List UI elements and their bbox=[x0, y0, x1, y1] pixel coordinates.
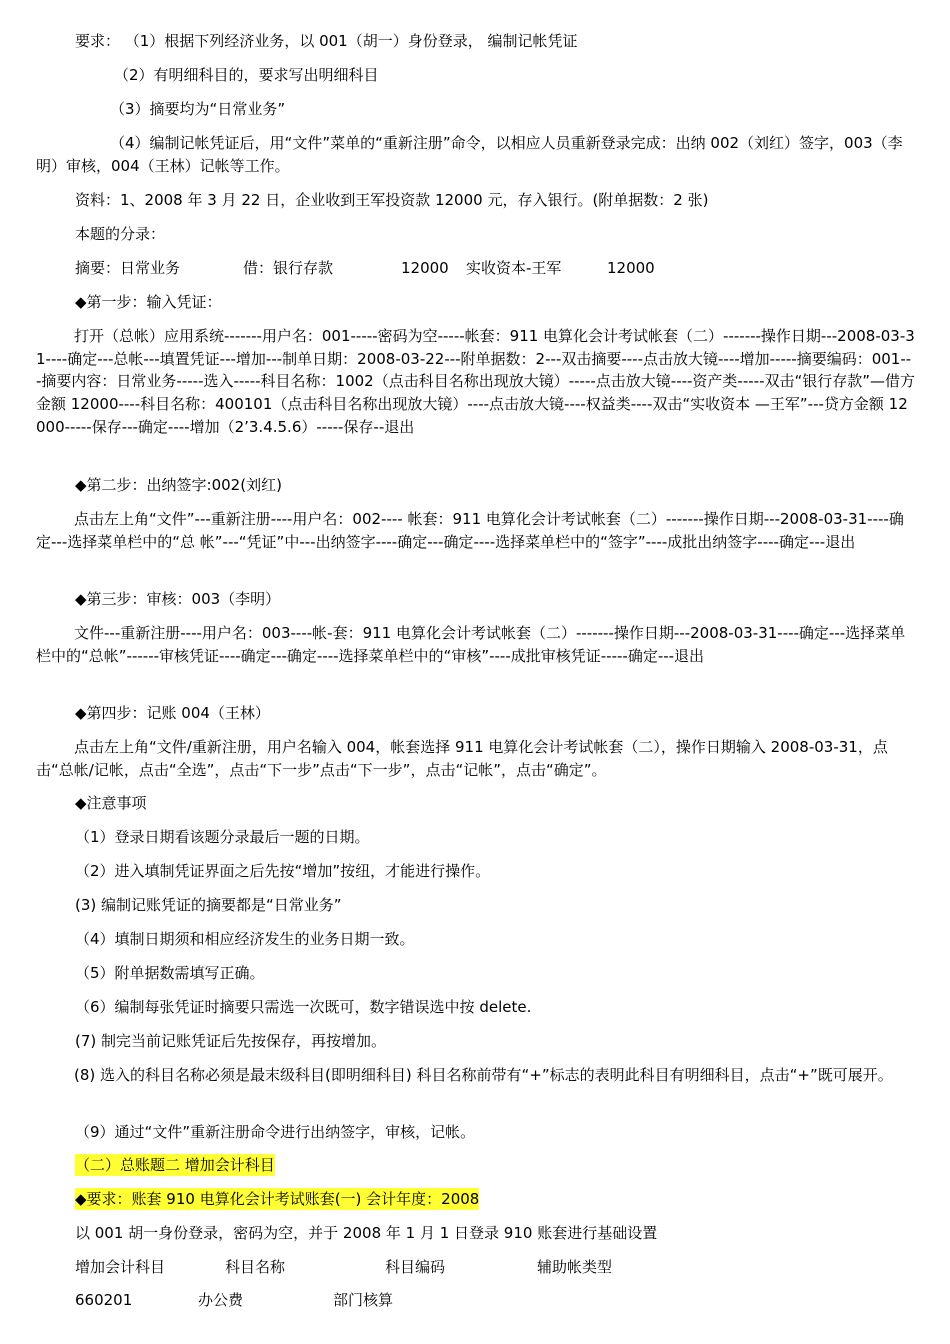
step-3-body: 文件---重新注册----用户名：003----帐-套：911 电算化会计考试帐套（二）-------操作日期---2008-03-31----确定---选择菜单栏中的“总帐”------审核凭证----确定---确定----选择菜单栏中的“审核”----成批审核凭证-----确定---退出 bbox=[36, 624, 906, 665]
note-1: （1）登录日期看该题分录最后一题的日期。 bbox=[75, 828, 370, 846]
step-4-title: ◆第四步：记账 004（王林） bbox=[75, 704, 270, 722]
requirement-4: （4）编制记帐凭证后，用“文件”菜单的“重新注册”命令，以相应人员重新登录完成：出纳 002（刘红）签字，003（李明）审核，004（王林）记帐等工作。 bbox=[36, 134, 903, 175]
step-2-title: ◆第二步：出纳签字:002(刘红) bbox=[75, 476, 282, 494]
table-header: 科目编码 bbox=[385, 1258, 446, 1276]
table-header: 增加会计科目 bbox=[75, 1258, 166, 1276]
note-8: (8) 选入的科目名称必须是最末级科目(即明细科目) 科目名称前带有“+”标志的表明此科目有明细科目，点击“+”既可展开。 bbox=[74, 1066, 893, 1084]
requirement-1: 要求： （1）根据下列经济业务，以 001（胡一）身份登录， 编制记帐凭证 bbox=[75, 32, 578, 50]
requirement-3: （3）摘要均为“日常业务” bbox=[110, 100, 286, 118]
entry-credit-amount: 12000 bbox=[607, 259, 655, 277]
section-2-requirement: ◆要求：账套 910 电算化会计考试账套(一) 会计年度：2008 bbox=[75, 1190, 480, 1208]
entry-credit: 实收资本-王军 bbox=[466, 259, 562, 277]
step-1-body: 打开（总帐）应用系统-------用户名：001-----密码为空-----帐套：911 电算化会计考试帐套（二）-------操作日期---2008-03-31----确定---总帐---填置凭证---增加---制单日期：2008-03-22---附单据数：2---双击摘要----点击放大镜----增加-----摘要编码：001---摘要内容：日常业务-----选入-----科目名称：1002（点击科目名称出现放大镜）-----点击放大镜----资产类-----双击“银行存款”—借方金额 12000----科目名称：400101（点击科目名称出现放大镜）----点击放大镜----权益类----双击“实收资本 —王军”---贷方金额 12000-----保存---确定----增加（2’3.4.5.6）-----保存--退出 bbox=[36, 327, 916, 436]
step-4-body: 点击左上角“文件/重新注册，用户名输入 004，帐套选择 911 电算化会计考试帐套（二），操作日期输入 2008-03-31，点击“总帐/记帐，点击“全选”，点击“下一步”点击“下一步”，点击“记帐”，点击“确定”。 bbox=[36, 738, 888, 779]
notes-title: ◆注意事项 bbox=[75, 794, 147, 812]
step-2-body: 点击左上角“文件”---重新注册----用户名：002---- 帐套：911 电算化会计考试帐套（二）-------操作日期---2008-03-31----确定---选择菜单栏中的“总 帐”---“凭证”中---出纳签字----确定---确定----选择菜单栏中的“签字”----成批出纳签字----确定---退出 bbox=[36, 510, 904, 551]
step-1-title: ◆第一步：输入凭证： bbox=[75, 293, 222, 311]
entry-title: 本题的分录： bbox=[75, 225, 166, 243]
note-7: (7) 制完当前记账凭证后先按保存，再按增加。 bbox=[75, 1032, 387, 1050]
note-4: （4）填制日期须和相应经济发生的业务日期一致。 bbox=[75, 930, 415, 948]
note-9: （9）通过“文件”重新注册命令进行出纳签字，审核，记帐。 bbox=[75, 1123, 476, 1141]
note-3: (3) 编制记账凭证的摘要都是“日常业务” bbox=[75, 896, 342, 914]
material-text: 资料：1、2008 年 3 月 22 日，企业收到王军投资款 12000 元，存入银行。(附单据数：2 张) bbox=[75, 191, 709, 209]
table-cell: 660201 bbox=[75, 1291, 133, 1309]
entry-debit-amount: 12000 bbox=[401, 259, 449, 277]
requirement-2: （2）有明细科目的，要求写出明细科目 bbox=[114, 66, 379, 84]
section-2-title: （二）总账题二 增加会计科目 bbox=[75, 1156, 275, 1174]
note-6: （6）编制每张凭证时摘要只需选一次既可，数字错误选中按 delete. bbox=[75, 998, 532, 1016]
section-2-login: 以 001 胡一身份登录，密码为空，并于 2008 年 1 月 1 日登录 910 账套进行基础设置 bbox=[75, 1224, 658, 1242]
note-2: （2）进入填制凭证界面之后先按“增加”按纽，才能进行操作。 bbox=[75, 862, 491, 880]
entry-summary: 摘要：日常业务 bbox=[75, 259, 181, 277]
table-cell: 部门核算 bbox=[333, 1291, 394, 1309]
table-cell: 办公费 bbox=[198, 1291, 244, 1309]
table-header: 科目名称 bbox=[225, 1258, 286, 1276]
note-5: （5）附单据数需填写正确。 bbox=[75, 964, 265, 982]
step-3-title: ◆第三步：审核：003（李明） bbox=[75, 590, 281, 608]
entry-debit: 借：银行存款 bbox=[243, 259, 334, 277]
table-header: 辅助帐类型 bbox=[537, 1258, 613, 1276]
